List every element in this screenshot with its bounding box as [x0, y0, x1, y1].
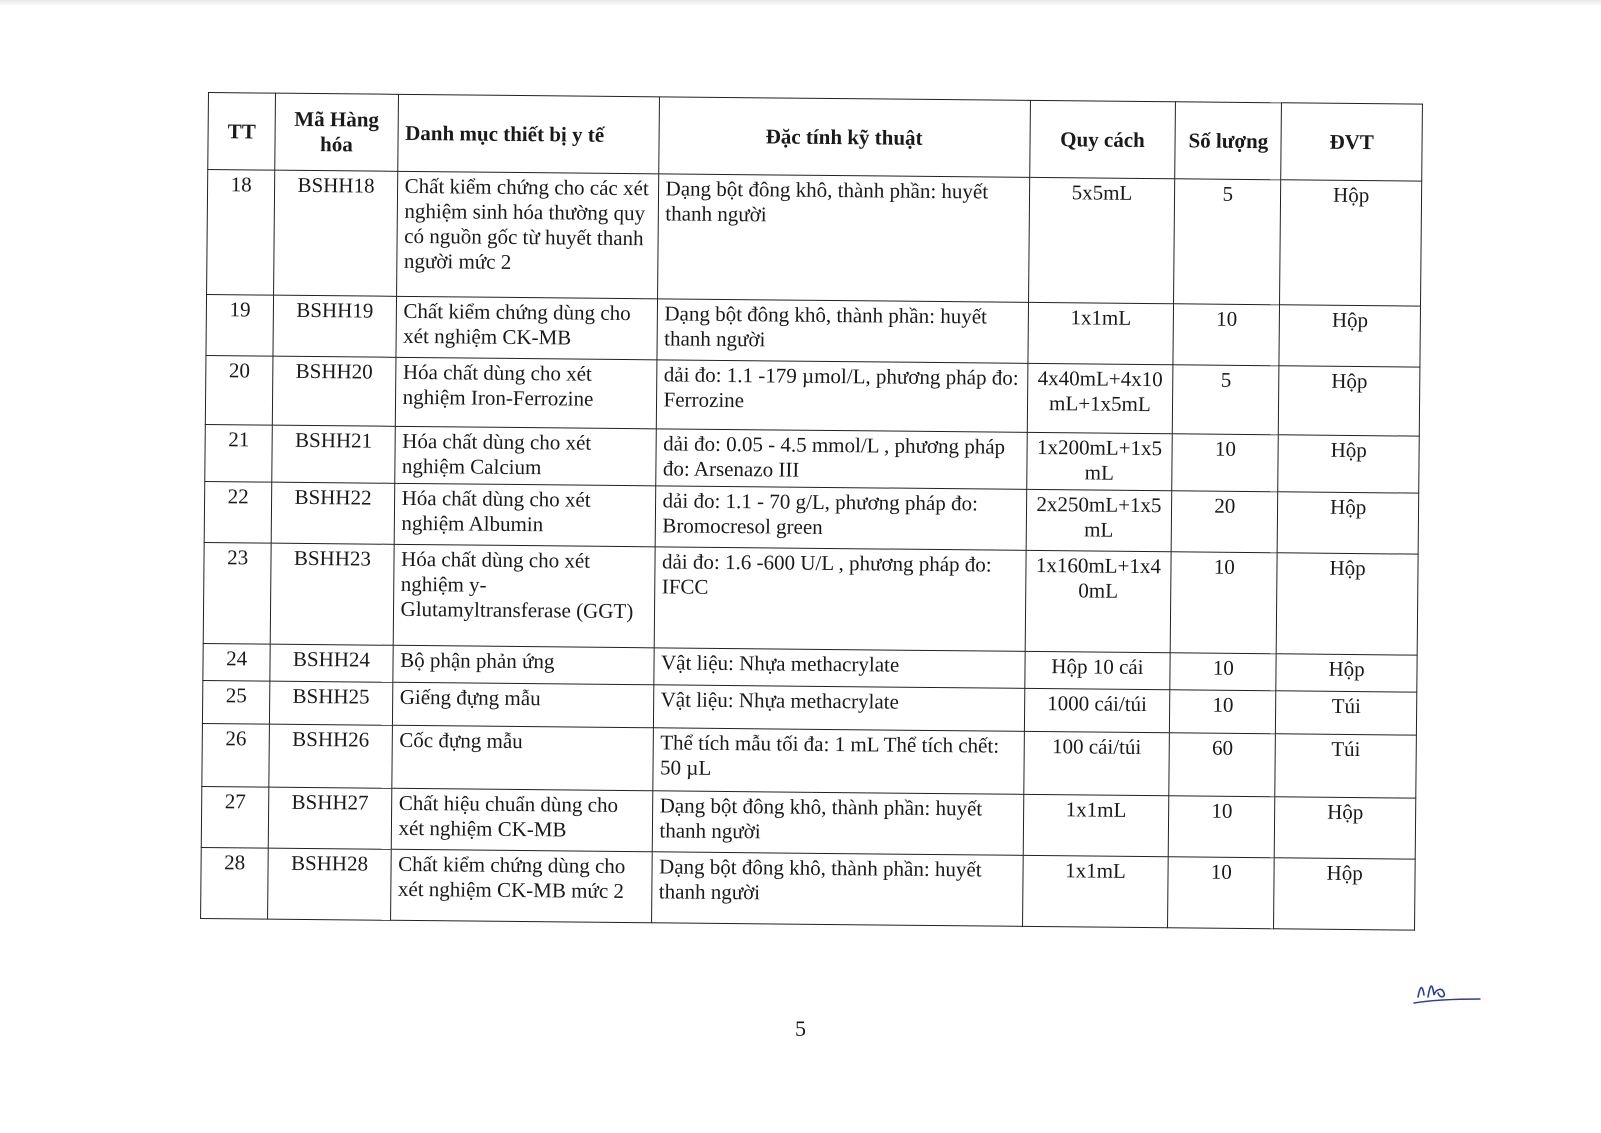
- cell-tt: 22: [204, 481, 272, 543]
- cell-unit: Hộp: [1279, 305, 1420, 367]
- table-row: [201, 847, 1416, 930]
- cell-code: BSHH23: [270, 543, 393, 645]
- cell-tt: 18: [207, 170, 275, 296]
- cell-category: Bộ phận phản ứng: [392, 645, 653, 685]
- cell-code: BSHH20: [273, 356, 396, 426]
- cell-spec: Dạng bột đông khô, thành phần: huyết thanh người: [651, 852, 1023, 927]
- cell-code: BSHH24: [270, 644, 393, 682]
- header-unit: ĐVT: [1281, 103, 1422, 181]
- header-spec: Đặc tính kỹ thuật: [658, 97, 1030, 178]
- cell-packaging: 1x1mL: [1023, 794, 1169, 856]
- cell-spec: Vật liệu: Nhựa methacrylate: [653, 685, 1024, 732]
- cell-quantity: 10: [1170, 552, 1277, 654]
- header-category: Danh mục thiết bị y tế: [397, 94, 659, 174]
- cell-packaging: 1x200mL+1x5mL: [1026, 432, 1172, 490]
- cell-unit: Hộp: [1278, 435, 1419, 493]
- cell-packaging: 1x1mL: [1027, 302, 1173, 364]
- table-row: [201, 786, 1416, 859]
- table-row: [202, 723, 1417, 798]
- cell-unit: Hộp: [1279, 366, 1420, 436]
- cell-packaging: 1000 cái/túi: [1024, 688, 1170, 732]
- cell-category: Cốc đựng mẫu: [391, 725, 653, 791]
- cell-spec: Dạng bột đông khô, thành phần: huyết thanh người: [652, 791, 1024, 856]
- cell-unit: Hộp: [1274, 858, 1415, 930]
- cell-category: Chất kiểm chứng cho các xét nghiệm sinh hóa thường quy có nguồn gốc từ huyết thanh người mức 2: [396, 171, 658, 298]
- cell-category: Hóa chất dùng cho xét nghiệm Albumin: [394, 483, 656, 547]
- cell-unit: Hộp: [1276, 654, 1417, 692]
- scan-edge: [0, 0, 1601, 6]
- cell-unit: Hộp: [1277, 492, 1418, 554]
- cell-tt: 25: [202, 680, 270, 724]
- cell-unit: Hộp: [1274, 797, 1415, 859]
- cell-category: Chất kiểm chứng dùng cho xét nghiệm CK-MB: [396, 296, 658, 360]
- cell-category: Hóa chất dùng cho xét nghiệm Calcium: [394, 426, 655, 486]
- cell-quantity: 60: [1169, 733, 1276, 797]
- cell-unit: Túi: [1275, 734, 1416, 798]
- cell-tt: 27: [201, 786, 269, 848]
- cell-quantity: 10: [1168, 857, 1275, 929]
- table-row: [207, 170, 1422, 307]
- cell-category: Giếng đựng mẫu: [392, 682, 653, 728]
- cell-category: Hóa chất dùng cho xét nghiệm Iron-Ferrozine: [395, 357, 657, 429]
- cell-spec: Dạng bột đông khô, thành phần: huyết thanh người: [657, 174, 1029, 303]
- equipment-spec-table: [200, 92, 1423, 931]
- cell-quantity: 5: [1174, 179, 1281, 305]
- cell-code: BSHH22: [271, 482, 394, 544]
- cell-category: Chất hiệu chuẩn dùng cho xét nghiệm CK-MB: [391, 788, 653, 852]
- table-row: [203, 542, 1418, 655]
- cell-category: Chất kiểm chứng dùng cho xét nghiệm CK-MB mức 2: [390, 849, 652, 923]
- header-quantity: Số lượng: [1175, 102, 1282, 180]
- cell-tt: 26: [202, 723, 270, 787]
- cell-quantity: 10: [1168, 796, 1275, 858]
- table-row: [206, 294, 1421, 367]
- cell-tt: 21: [205, 424, 273, 482]
- cell-code: BSHH26: [269, 724, 392, 788]
- cell-spec: dải đo: 1.1 -179 µmol/L, phương pháp đo: Ferrozine: [656, 360, 1028, 433]
- cell-spec: Dạng bột đông khô, thành phần: huyết thanh người: [656, 299, 1028, 364]
- cell-category: Hóa chất dùng cho xét nghiệm y-Glutamyltransferase (GGT): [393, 544, 655, 648]
- cell-packaging: Hộp 10 cái: [1024, 651, 1170, 689]
- cell-tt: 24: [203, 643, 271, 681]
- header-code: Mã Hàng hóa: [275, 93, 398, 171]
- cell-spec: dải đo: 1.6 -600 U/L , phương pháp đo: IFCC: [654, 547, 1026, 652]
- cell-spec: dải đo: 0.05 - 4.5 mmol/L , phương pháp đo: Arsenazo III: [655, 429, 1027, 490]
- cell-tt: 28: [201, 847, 269, 919]
- cell-quantity: 10: [1172, 434, 1279, 492]
- cell-code: BSHH28: [268, 848, 391, 920]
- cell-packaging: 4x40mL+4x10mL+1x5mL: [1027, 363, 1173, 433]
- cell-spec: Thể tích mẫu tối đa: 1 mL Thể tích chết: 50 µL: [652, 728, 1024, 795]
- cell-code: BSHH18: [274, 170, 398, 296]
- cell-quantity: 10: [1170, 653, 1276, 691]
- header-packaging: Quy cách: [1029, 100, 1175, 178]
- cell-tt: 23: [203, 542, 271, 644]
- cell-tt: 20: [205, 355, 273, 425]
- cell-code: BSHH19: [273, 295, 396, 357]
- cell-unit: Túi: [1276, 691, 1417, 735]
- handwritten-initials-signature: [1412, 975, 1482, 1005]
- cell-quantity: 5: [1173, 365, 1280, 435]
- table-row: [205, 355, 1420, 436]
- cell-unit: Hộp: [1276, 553, 1418, 655]
- cell-code: BSHH25: [270, 681, 393, 725]
- cell-quantity: 10: [1170, 690, 1276, 734]
- cell-spec: Vật liệu: Nhựa methacrylate: [653, 648, 1024, 689]
- equipment-table-container: [200, 92, 1423, 931]
- header-tt: TT: [208, 93, 276, 171]
- cell-packaging: 1x1mL: [1022, 855, 1168, 927]
- cell-packaging: 1x160mL+1x40mL: [1025, 550, 1172, 652]
- cell-tt: 19: [206, 294, 274, 356]
- cell-packaging: 100 cái/túi: [1023, 731, 1169, 795]
- cell-code: BSHH27: [269, 787, 392, 849]
- cell-unit: Hộp: [1280, 180, 1422, 306]
- page-number: 5: [795, 1016, 806, 1041]
- cell-spec: dải đo: 1.1 - 70 g/L, phương pháp đo: Bromocresol green: [655, 486, 1027, 551]
- cell-packaging: 5x5mL: [1028, 177, 1175, 303]
- cell-packaging: 2x250mL+1x5mL: [1026, 489, 1172, 551]
- table-header-row: [208, 93, 1423, 182]
- cell-quantity: 10: [1173, 304, 1280, 366]
- cell-code: BSHH21: [272, 425, 395, 483]
- cell-quantity: 20: [1171, 491, 1278, 553]
